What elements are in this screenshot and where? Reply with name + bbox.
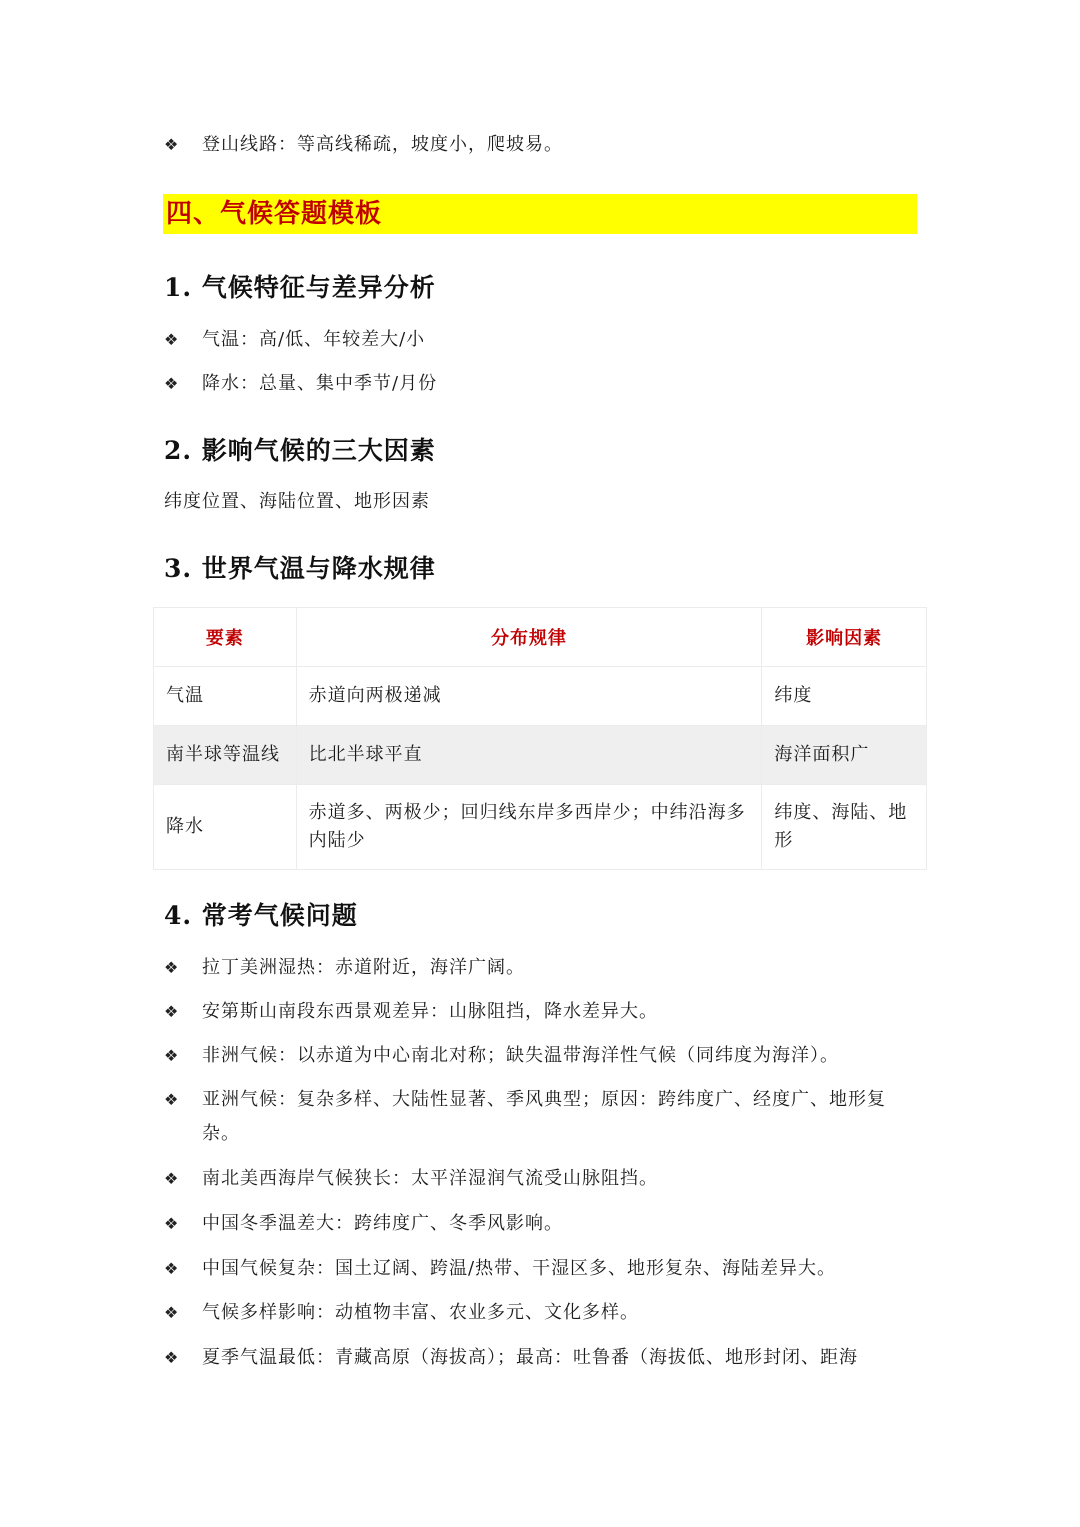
diamond-bullet-icon: ❖ xyxy=(164,1348,179,1367)
table-header: 影响因素 xyxy=(762,608,927,667)
table-cell: 赤道向两极递减 xyxy=(296,667,762,726)
section-title: 四、气候答题模板 xyxy=(166,199,383,229)
patterns-table xyxy=(153,607,927,870)
diamond-bullet-icon: ❖ xyxy=(164,330,179,349)
diamond-bullet-icon: ❖ xyxy=(164,1303,179,1322)
list-item xyxy=(164,951,912,985)
factors-text: 纬度位置、海陆位置、地形因素 xyxy=(164,491,430,512)
table-cell: 比北半球平直 xyxy=(296,726,762,785)
list-item xyxy=(164,1252,912,1286)
list-item-text: 气候多样影响：动植物丰富、农业多元、文化多样。 xyxy=(202,1302,639,1323)
table-row xyxy=(154,726,927,785)
diamond-bullet-icon: ❖ xyxy=(164,1169,179,1188)
table-cell: 纬度 xyxy=(762,667,927,726)
diamond-bullet-icon: ❖ xyxy=(164,1090,179,1109)
diamond-bullet-icon: ❖ xyxy=(164,1046,179,1065)
list-item-text: 降水：总量、集中季节/月份 xyxy=(202,373,438,394)
table-cell: 南半球等温线 xyxy=(154,726,297,785)
diamond-bullet-icon: ❖ xyxy=(164,1259,179,1278)
heading-climate-features: 1. 气候特征与差异分析 xyxy=(164,273,436,302)
list-item-text: 南北美西海岸气候狭长：太平洋湿润气流受山脉阻挡。 xyxy=(202,1168,658,1189)
table-cell: 降水 xyxy=(154,785,297,870)
heading-climate-factors: 2. 影响气候的三大因素 xyxy=(164,436,436,465)
table-cell: 气温 xyxy=(154,667,297,726)
heading-world-patterns: 3. 世界气温与降水规律 xyxy=(164,554,436,583)
table-header-row xyxy=(154,608,927,667)
table-row xyxy=(154,667,927,726)
diamond-bullet-icon: ❖ xyxy=(164,1214,179,1233)
list-item xyxy=(164,1341,912,1375)
table-header: 要素 xyxy=(154,608,297,667)
list-item xyxy=(164,995,912,1029)
diamond-bullet-icon: ❖ xyxy=(164,958,179,977)
table-cell: 海洋面积广 xyxy=(762,726,927,785)
list-item-text: 非洲气候：以赤道为中心南北对称；缺失温带海洋性气候（同纬度为海洋）。 xyxy=(202,1045,839,1066)
diamond-bullet-icon: ❖ xyxy=(164,135,179,154)
table-header: 分布规律 xyxy=(296,608,762,667)
table-row xyxy=(154,785,927,870)
list-item-text: 拉丁美洲湿热：赤道附近，海洋广阔。 xyxy=(202,957,525,978)
list-item xyxy=(164,1207,912,1241)
list-item xyxy=(164,1083,912,1151)
list-item xyxy=(164,1162,912,1196)
list-item-text: 安第斯山南段东西景观差异：山脉阻挡，降水差异大。 xyxy=(202,1001,658,1022)
list-item xyxy=(164,323,912,357)
diamond-bullet-icon: ❖ xyxy=(164,374,179,393)
heading-common-questions: 4. 常考气候问题 xyxy=(164,901,358,930)
list-item-text: 夏季气温最低：青藏高原（海拔高）；最高：吐鲁番（海拔低、地形封闭、距海 xyxy=(202,1347,858,1368)
table-cell: 赤道多、两极少；回归线东岸多西岸少；中纬沿海多内陆少 xyxy=(296,785,762,870)
list-item-text: 登山线路：等高线稀疏，坡度小，爬坡易。 xyxy=(202,134,563,155)
list-item-text: 中国冬季温差大：跨纬度广、冬季风影响。 xyxy=(202,1213,563,1234)
list-item xyxy=(164,128,912,162)
list-item xyxy=(164,367,912,401)
diamond-bullet-icon: ❖ xyxy=(164,1002,179,1021)
table-cell: 纬度、海陆、地形 xyxy=(762,785,927,870)
list-item-text: 亚洲气候：复杂多样、大陆性显著、季风典型；原因：跨纬度广、经度广、地形复杂。 xyxy=(202,1089,886,1144)
list-item-text: 中国气候复杂：国土辽阔、跨温/热带、干湿区多、地形复杂、海陆差异大。 xyxy=(202,1258,837,1279)
list-item xyxy=(164,1039,912,1073)
list-item-text: 气温：高/低、年较差大/小 xyxy=(202,329,426,350)
list-item xyxy=(164,1296,912,1330)
